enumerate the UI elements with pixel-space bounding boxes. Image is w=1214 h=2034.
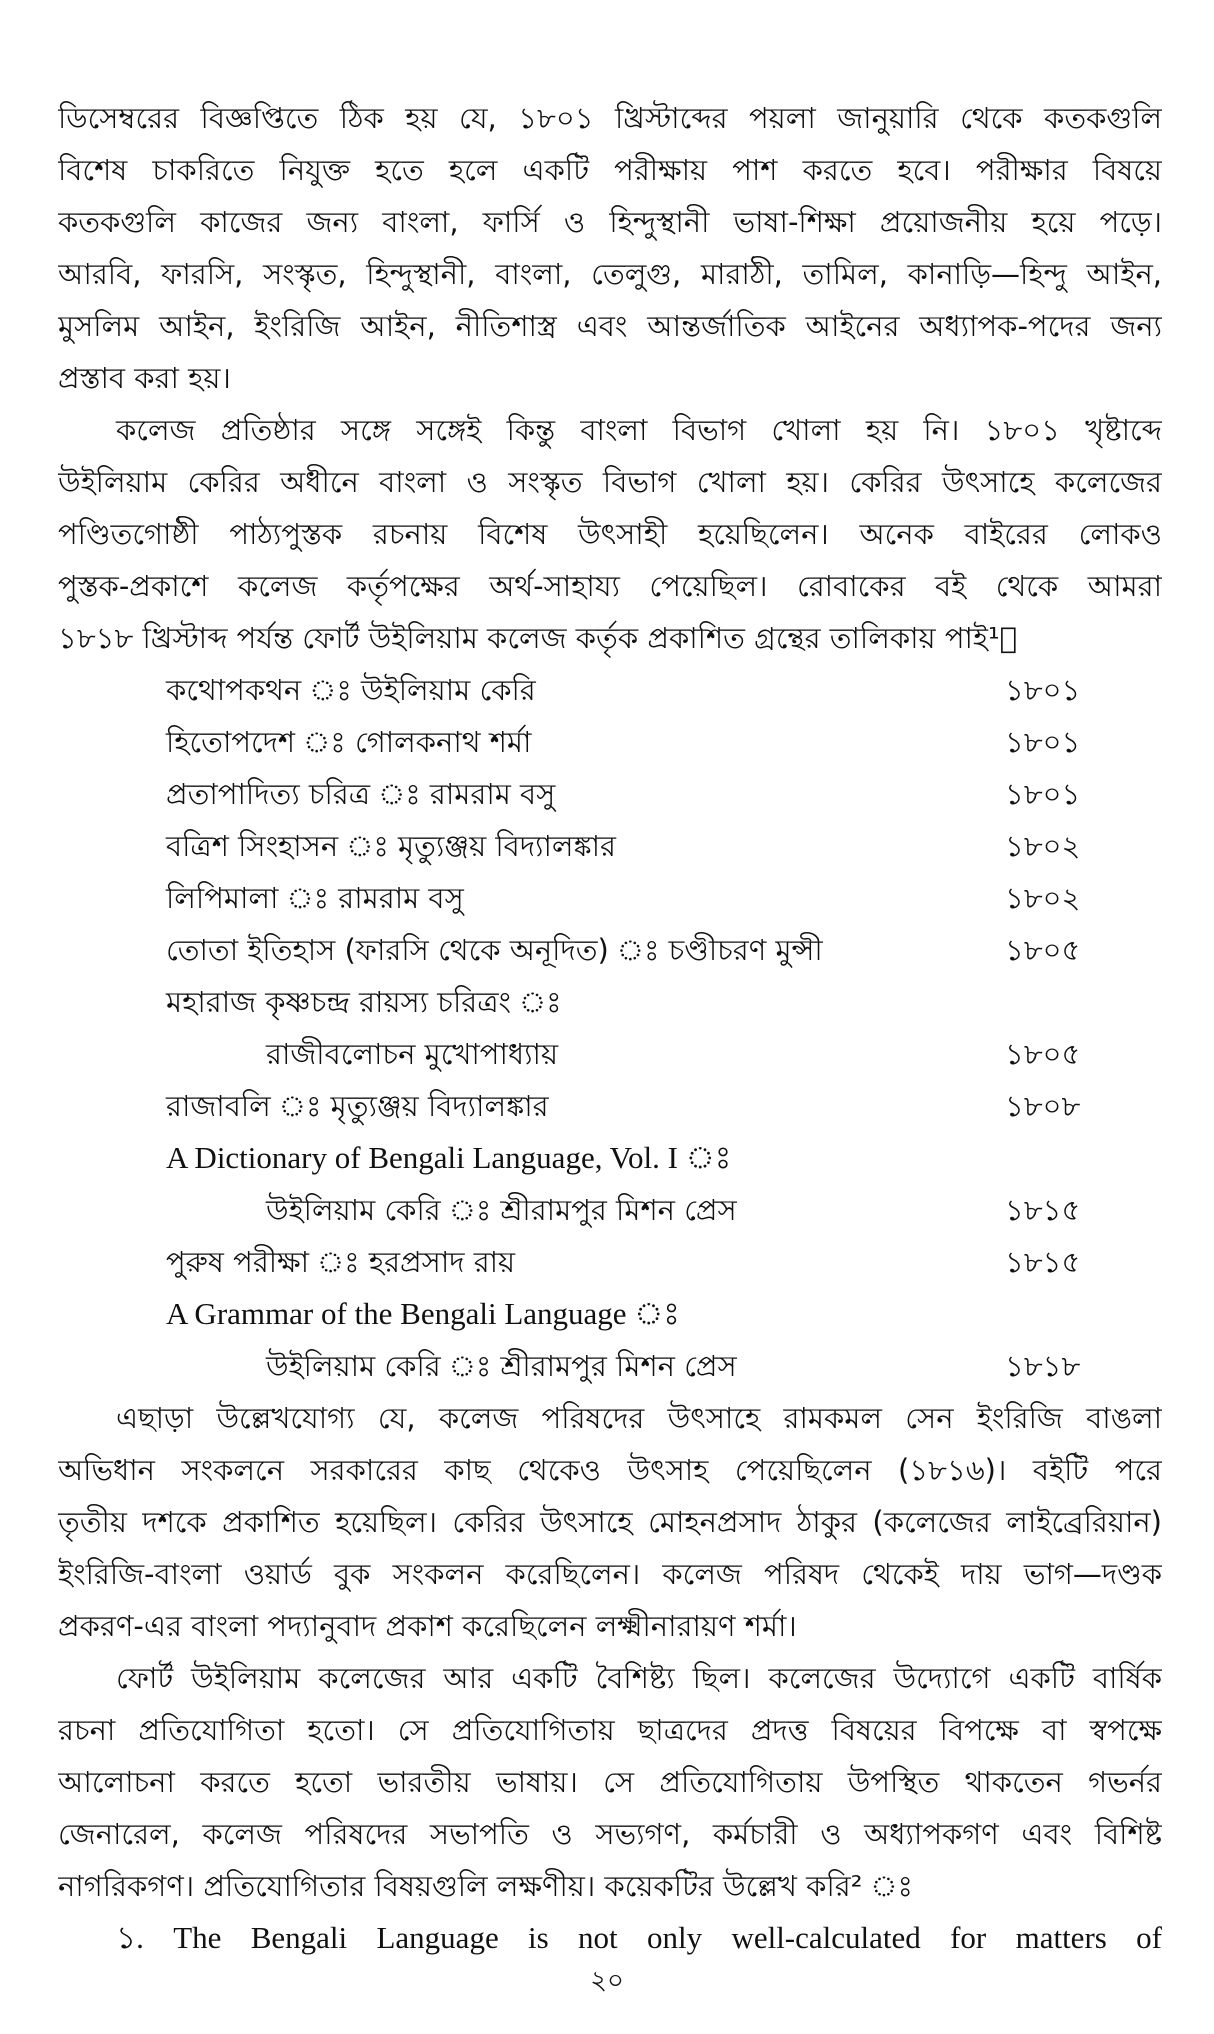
book-year: ১৮০৫ bbox=[1005, 1037, 1081, 1071]
paragraph-line: এছাড়া উল্লেখযোগ্য যে, কলেজ পরিষদের উৎসাহে রামকমল সেন ইংরিজি বাঙলা bbox=[116, 1401, 1162, 1435]
book-list-item bbox=[58, 1288, 1162, 1340]
book-list-item bbox=[58, 1340, 1162, 1392]
book-title-author: রাজীবলোচন মুখোপাধ্যায় bbox=[266, 1037, 559, 1071]
book-list-item bbox=[58, 1132, 1162, 1184]
paragraph-line: অভিধান সংকলনে সরকারের কাছ থেকেও উৎসাহ পেয়েছিলেন (১৮১৬)। বইটি পরে bbox=[58, 1453, 1162, 1487]
paragraph-line: প্রস্তাব করা হয়। bbox=[58, 361, 231, 395]
paragraph-line: ১. The Bengali Language is not only well-calculated for matters of bbox=[116, 1920, 1162, 1955]
book-title-author: পুরুষ পরীক্ষা ঃ হরপ্রসাদ রায় bbox=[166, 1245, 516, 1279]
paragraph-line: বিশেষ চাকরিতে নিযুক্ত হতে হলে একটি পরীক্ষায় পাশ করতে হবে। পরীক্ষার বিষয়ে bbox=[58, 153, 1162, 187]
paragraph-line: পুস্তক-প্রকাশে কলেজ কর্তৃপক্ষের অর্থ-সাহায্য পেয়েছিল। রোবাকের বই থেকে আমরা bbox=[58, 569, 1162, 603]
book-title-author: উইলিয়াম কেরি ঃ শ্রীরামপুর মিশন প্রেস bbox=[266, 1349, 737, 1383]
book-page-body bbox=[58, 92, 1162, 1964]
book-title-author: মহারাজ কৃষ্ণচন্দ্র রায়স্য চরিত্রং ঃ bbox=[166, 985, 562, 1019]
paragraph-line: ডিসেম্বরের বিজ্ঞপ্তিতে ঠিক হয় যে, ১৮০১ খ্রিস্টাব্দের পয়লা জানুয়ারি থেকে কতকগুলি bbox=[58, 101, 1162, 135]
paragraph-line: ফোর্ট উইলিয়াম কলেজের আর একটি বৈশিষ্ট্য ছিল। কলেজের উদ্যোগে একটি বার্ষিক bbox=[116, 1661, 1162, 1695]
paragraph-line: মুসলিম আইন, ইংরিজি আইন, নীতিশাস্ত্র এবং আন্তর্জাতিক আইনের অধ্যাপক-পদের জন্য bbox=[58, 309, 1162, 343]
book-list-item bbox=[58, 976, 1162, 1028]
paragraph-line: ইংরিজি-বাংলা ওয়ার্ড বুক সংকলন করেছিলেন। কলেজ পরিষদ থেকেই দায় ভাগ—দণ্ডক bbox=[58, 1557, 1162, 1591]
book-year: ১৮০৫ bbox=[1005, 933, 1081, 967]
paragraph-line: আরবি, ফারসি, সংস্কৃত, হিন্দুস্থানী, বাংলা, তেলুগু, মারাঠী, তামিল, কানাড়ি—হিন্দু আইন, bbox=[58, 257, 1162, 291]
book-title-author: A Grammar of the Bengali Language ঃ bbox=[166, 1296, 680, 1331]
book-list-item bbox=[58, 820, 1162, 872]
book-list-item bbox=[58, 872, 1162, 924]
book-list-item bbox=[58, 768, 1162, 820]
paragraph-line: উইলিয়াম কেরির অধীনে বাংলা ও সংস্কৃত বিভাগ খোলা হয়। কেরির উৎসাহে কলেজের bbox=[58, 465, 1162, 499]
book-year: ১৮০১ bbox=[1005, 777, 1081, 811]
book-list-item bbox=[58, 1028, 1162, 1080]
paragraph-line: ১৮১৮ খ্রিস্টাব্দ পর্যন্ত ফোর্ট উইলিয়াম কলেজ কর্তৃক প্রকাশিত গ্রন্থের তালিকায় পাই¹ঃ bbox=[58, 621, 1018, 655]
book-year: ১৮১৫ bbox=[1005, 1245, 1081, 1279]
book-year: ১৮১৮ bbox=[1005, 1349, 1081, 1383]
paragraph-line: প্রকরণ-এর বাংলা পদ্যানুবাদ প্রকাশ করেছিলেন লক্ষ্মীনারায়ণ শর্মা। bbox=[58, 1609, 797, 1643]
book-list-item bbox=[58, 924, 1162, 976]
book-title-author: প্রতাপাদিত্য চরিত্র ঃ রামরাম বসু bbox=[166, 777, 556, 811]
book-title-author: হিতোপদেশ ঃ গোলকনাথ শর্মা bbox=[166, 725, 532, 759]
book-year: ১৮১৫ bbox=[1005, 1193, 1081, 1227]
book-title-author: লিপিমালা ঃ রামরাম বসু bbox=[166, 881, 464, 915]
book-list-item bbox=[58, 1236, 1162, 1288]
paragraph-line: কতকগুলি কাজের জন্য বাংলা, ফার্সি ও হিন্দুস্থানী ভাষা-শিক্ষা প্রয়োজনীয় হয়ে পড়ে। bbox=[58, 205, 1162, 239]
book-year: ১৮০১ bbox=[1005, 725, 1081, 759]
paragraph-line: আলোচনা করতে হতো ভারতীয় ভাষায়। সে প্রতিযোগিতায় উপস্থিত থাকতেন গভর্নর bbox=[58, 1765, 1162, 1799]
paragraph-line: কলেজ প্রতিষ্ঠার সঙ্গে সঙ্গেই কিন্তু বাংলা বিভাগ খোলা হয় নি। ১৮০১ খৃষ্টাব্দে bbox=[116, 413, 1162, 447]
book-year: ১৮০৮ bbox=[1005, 1089, 1081, 1123]
paragraph-line: নাগরিকগণ। প্রতিযোগিতার বিষয়গুলি লক্ষণীয়। কয়েকটির উল্লেখ করি² ঃ bbox=[58, 1869, 913, 1903]
book-title-author: রাজাবলি ঃ মৃত্যুঞ্জয় বিদ্যালঙ্কার bbox=[166, 1089, 549, 1123]
book-title-author: A Dictionary of Bengali Language, Vol. I ঃ bbox=[166, 1140, 732, 1175]
book-list-item bbox=[58, 716, 1162, 768]
paragraph-line: জেনারেল, কলেজ পরিষদের সভাপতি ও সভ্যগণ, কর্মচারী ও অধ্যাপকগণ এবং বিশিষ্ট bbox=[58, 1817, 1162, 1851]
page-number: ২০ bbox=[590, 1966, 624, 1996]
paragraph-line: তৃতীয় দশকে প্রকাশিত হয়েছিল। কেরির উৎসাহে মোহনপ্রসাদ ঠাকুর (কলেজের লাইব্রেরিয়ান) bbox=[58, 1505, 1162, 1539]
book-list-item bbox=[58, 1080, 1162, 1132]
book-year: ১৮০২ bbox=[1005, 881, 1081, 915]
paragraph-line: রচনা প্রতিযোগিতা হতো। সে প্রতিযোগিতায় ছাত্রদের প্রদত্ত বিষয়ের বিপক্ষে বা স্বপক্ষে bbox=[58, 1713, 1162, 1747]
book-title-author: উইলিয়াম কেরি ঃ শ্রীরামপুর মিশন প্রেস bbox=[266, 1193, 737, 1227]
book-year: ১৮০১ bbox=[1005, 673, 1081, 707]
book-title-author: বত্রিশ সিংহাসন ঃ মৃত্যুঞ্জয় বিদ্যালঙ্কার bbox=[166, 829, 616, 863]
paragraph-line: পণ্ডিতগোষ্ঠী পাঠ্যপুস্তক রচনায় বিশেষ উৎসাহী হয়েছিলেন। অনেক বাইরের লোকও bbox=[58, 517, 1162, 551]
book-year: ১৮০২ bbox=[1005, 829, 1081, 863]
book-title-author: তোতা ইতিহাস (ফারসি থেকে অনূদিত) ঃ চণ্ডীচরণ মুন্সী bbox=[166, 933, 823, 967]
book-title-author: কথোপকথন ঃ উইলিয়াম কেরি bbox=[166, 673, 536, 707]
book-list-item bbox=[58, 1184, 1162, 1236]
book-list-item bbox=[58, 664, 1162, 716]
